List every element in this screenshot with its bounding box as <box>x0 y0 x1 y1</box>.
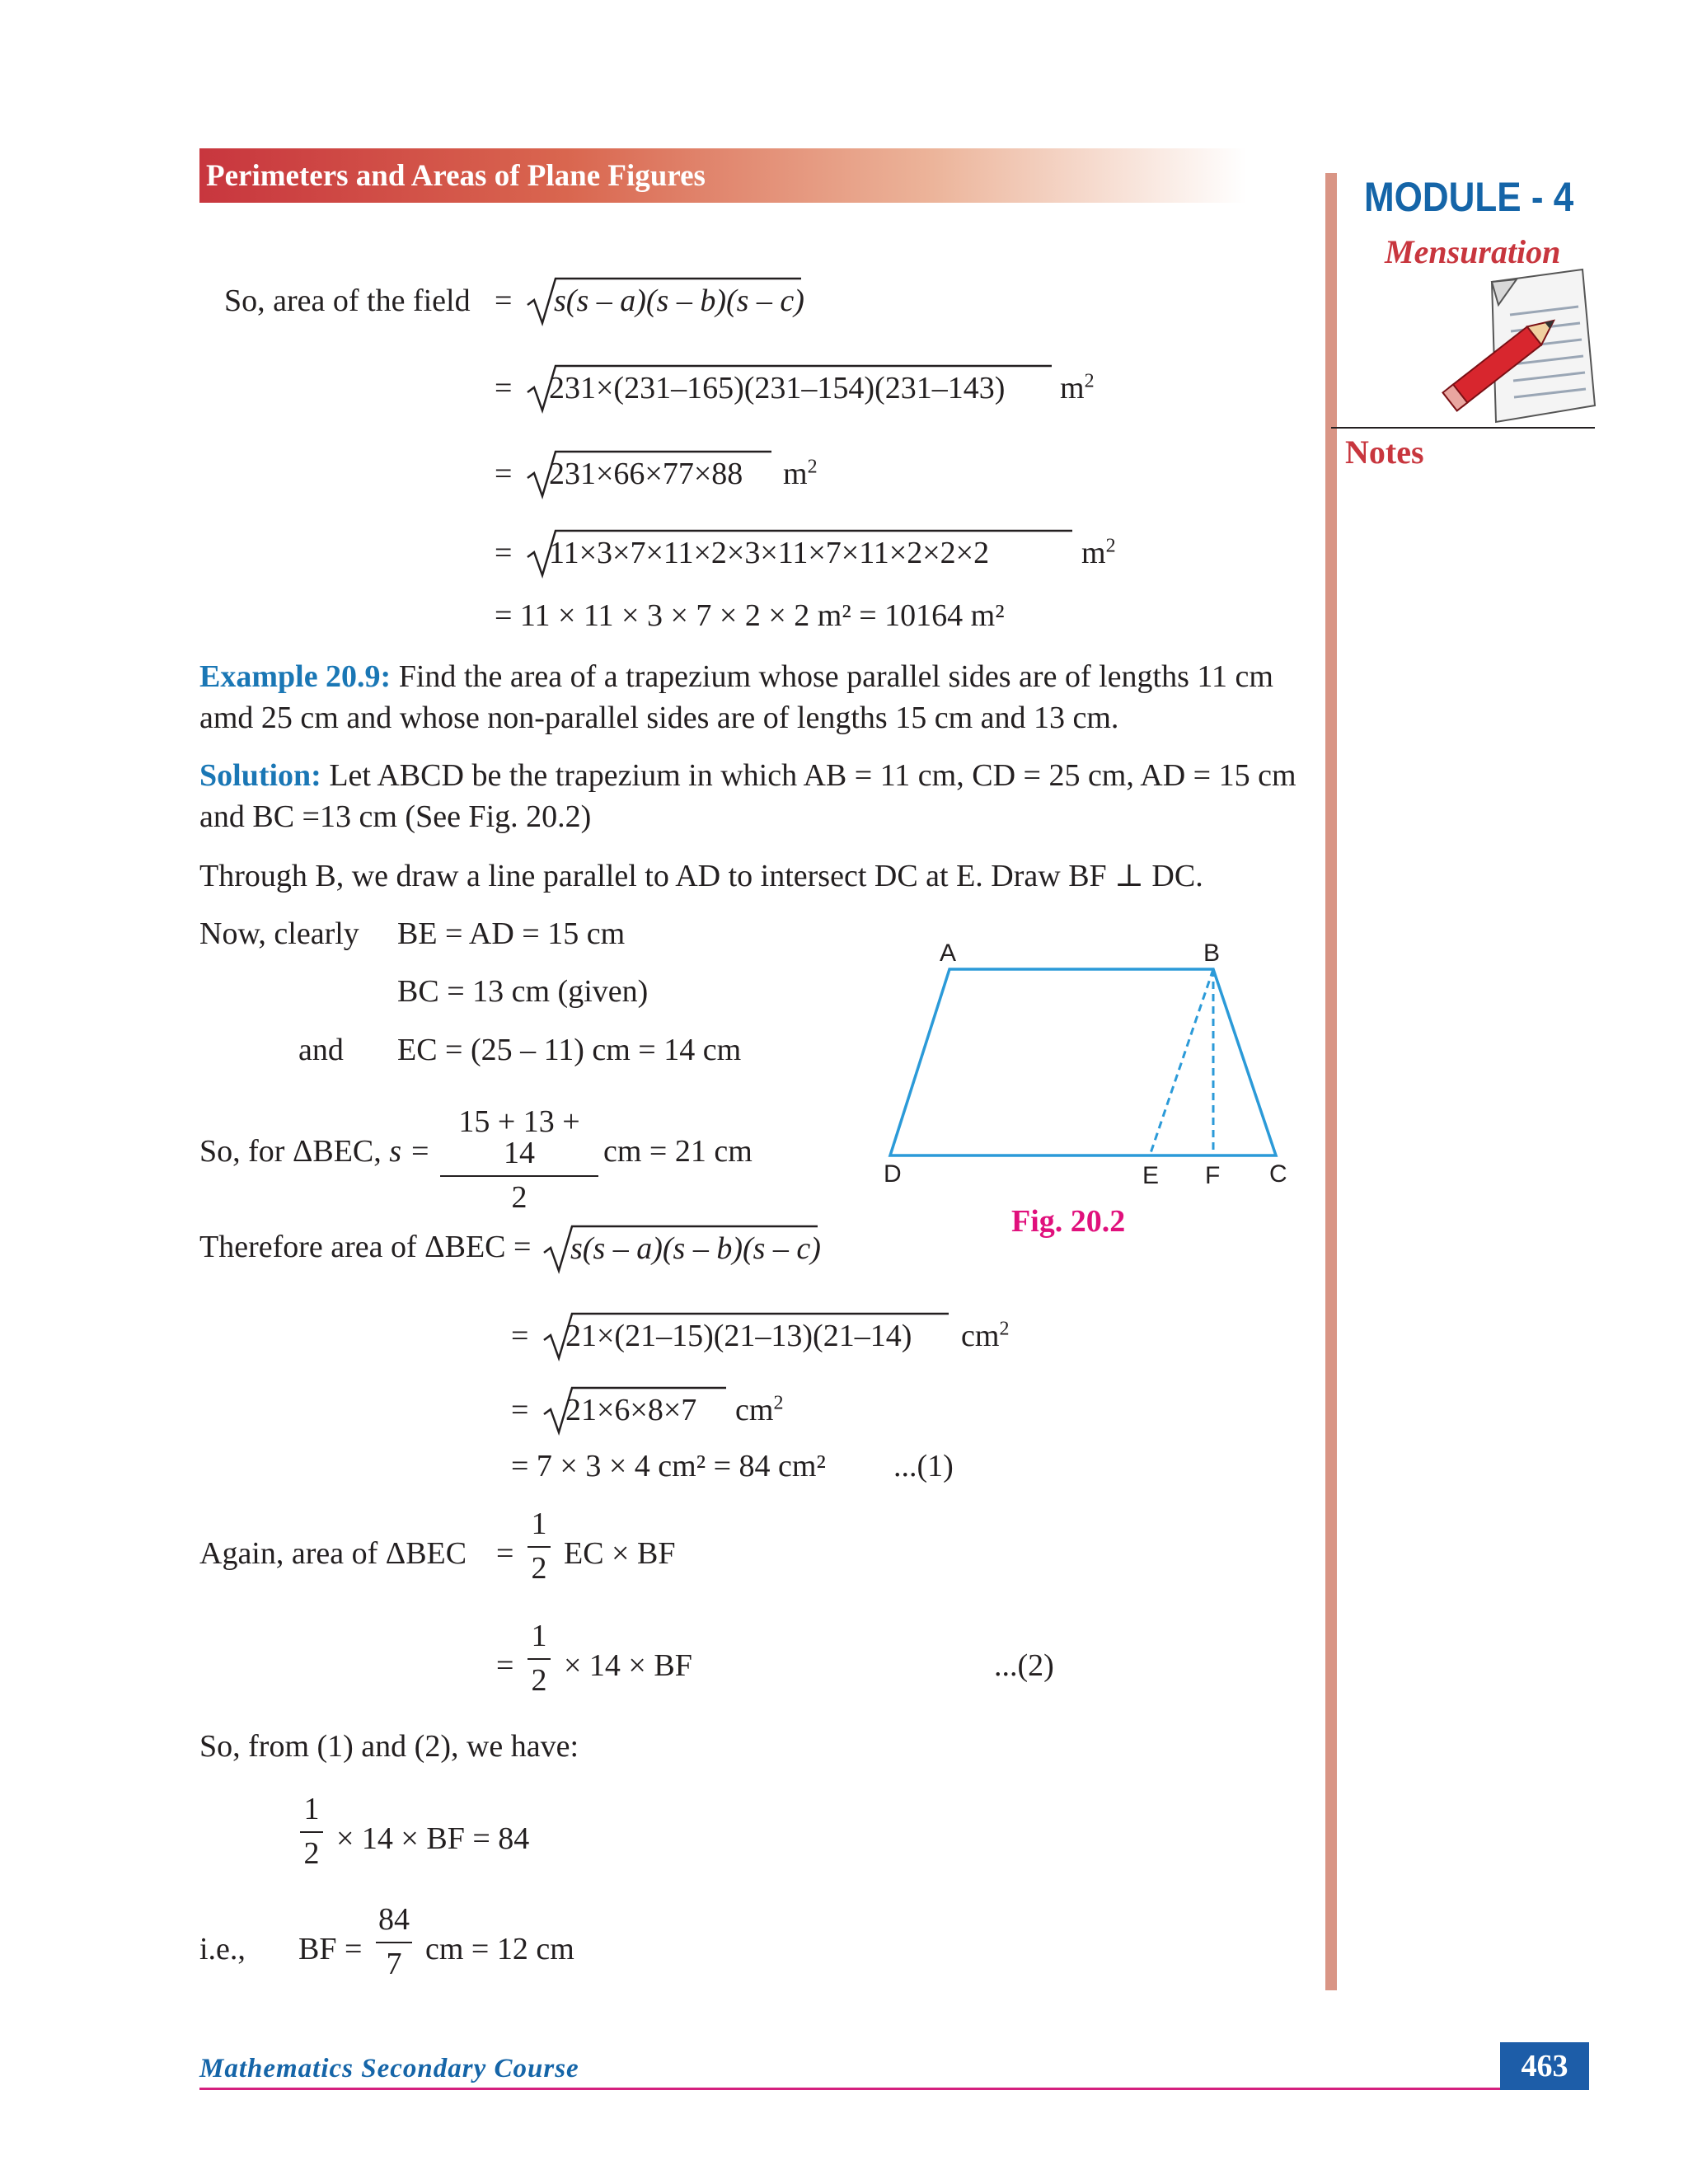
point-label-e: E <box>1142 1162 1160 1189</box>
half-fraction: 1 2 <box>528 1620 551 1696</box>
vertex-label-b: B <box>1203 940 1221 967</box>
vertex-label-d: D <box>884 1160 902 1188</box>
chapter-header-banner <box>199 148 1246 203</box>
vertex-label-c: C <box>1269 1160 1287 1188</box>
bf-lead: BF = <box>298 1932 363 1966</box>
unit-m2: $m^2$ <box>1060 370 1095 405</box>
notes-pencil-icon <box>1434 265 1599 438</box>
chapter-title: Perimeters and Areas of Plane Figures <box>206 159 706 193</box>
figure-caption: Fig. 20.2 <box>1011 1204 1126 1239</box>
heron-formula: s(s – a)(s – b)(s – c) <box>570 1231 821 1266</box>
bec-area-result: = 7 × 3 × 4 cm² = 84 cm² <box>511 1449 826 1483</box>
example-line-2: amd 25 cm and whose non-parallel sides are of lengths 15 cm and 13 cm. <box>199 701 1119 735</box>
notes-rule <box>1331 427 1595 429</box>
ie-label: i.e., <box>199 1932 246 1966</box>
s-lead: So, for ΔBEC, s = <box>199 1134 431 1169</box>
page-number: 463 <box>1500 2042 1589 2090</box>
equals-sign: = <box>495 284 513 318</box>
area-field-result: = 11 × 11 × 3 × 7 × 2 × 2 m² = 10164 m² <box>495 598 1005 633</box>
footer-course: Mathematics Secondary Course <box>199 2054 579 2083</box>
equation-ref-1: ...(1) <box>893 1449 954 1483</box>
half-fraction: 1 2 <box>300 1793 323 1869</box>
bec-product: 21×6×8×7 <box>565 1393 697 1427</box>
therefore-lead: Therefore area of ΔBEC = <box>199 1230 532 1264</box>
construction-text: Through B, we draw a line parallel to AD to intersect DC at E. Draw BF ⊥ DC. <box>199 859 1203 893</box>
equals-sign: = <box>495 457 513 491</box>
trapezium-figure <box>874 931 1302 1195</box>
sidebar-rule <box>1325 173 1337 1990</box>
bf-fraction: 84 7 <box>376 1904 412 1980</box>
semi-perimeter-fraction: 15 + 13 + 14 2 <box>440 1106 598 1213</box>
module-label: MODULE - 4 <box>1364 174 1574 220</box>
equals-sign: = <box>495 371 513 405</box>
heron-substitution: 231×(231–165)(231–154)(231–143) <box>549 371 1006 405</box>
equals-sign: = <box>495 536 513 570</box>
bc-equation: BC = 13 cm (given) <box>397 974 649 1009</box>
example-line-1: Example 20.9: Find the area of a trapezium whose parallel sides are of lengths 11 cm <box>199 659 1273 694</box>
equals-sign: = <box>511 1319 529 1353</box>
example-label: Example 20.9: <box>199 659 392 694</box>
be-equation: BE = AD = 15 cm <box>397 916 626 951</box>
unit-cm2: $cm^2$ <box>735 1392 784 1427</box>
again-lead: Again, area of ΔBEC <box>199 1536 467 1571</box>
footer-rule <box>199 2088 1502 2090</box>
and-word: and <box>298 1033 344 1067</box>
unit-cm2: $cm^2$ <box>961 1318 1010 1353</box>
s-result: cm = 21 cm <box>603 1134 753 1169</box>
heron-product: 231×66×77×88 <box>549 457 743 491</box>
unit-m2: $m^2$ <box>783 456 818 491</box>
unit-m2: $m^2$ <box>1081 535 1116 570</box>
bec-substitution: 21×(21–15)(21–13)(21–14) <box>565 1319 912 1353</box>
solution-line-2: and BC =13 cm (See Fig. 20.2) <box>199 799 592 834</box>
ec-equation: EC = (25 – 11) cm = 14 cm <box>397 1033 742 1067</box>
times-14-bf: × 14 × BF <box>564 1648 692 1683</box>
bf-result: cm = 12 cm <box>425 1932 574 1966</box>
equation-ref-2: ...(2) <box>994 1648 1054 1683</box>
heron-formula: s(s – a)(s – b)(s – c) <box>554 284 804 318</box>
solution-label: Solution: <box>199 758 321 793</box>
area-field-lead: So, area of the field <box>224 284 471 318</box>
heron-factors: 11×3×7×11×2×3×11×7×11×2×2×2 <box>549 536 990 570</box>
half-fraction: 1 2 <box>528 1508 551 1584</box>
point-label-f: F <box>1205 1162 1221 1189</box>
subject-label: Mensuration <box>1385 233 1561 270</box>
bf-equation: × 14 × BF = 84 <box>336 1821 530 1856</box>
solution-line-1: Solution: Let ABCD be the trapezium in which AB = 11 cm, CD = 25 cm, AD = 15 cm <box>199 758 1296 793</box>
vertex-label-a: A <box>940 940 957 967</box>
now-clearly: Now, clearly <box>199 916 359 951</box>
so-from-text: So, from (1) and (2), we have: <box>199 1729 579 1764</box>
notes-label: Notes <box>1345 434 1424 471</box>
equals-sign: = <box>496 1648 514 1683</box>
ec-times-bf: EC × BF <box>564 1536 676 1571</box>
equals-sign: = <box>496 1536 514 1571</box>
equals-sign: = <box>511 1393 529 1427</box>
